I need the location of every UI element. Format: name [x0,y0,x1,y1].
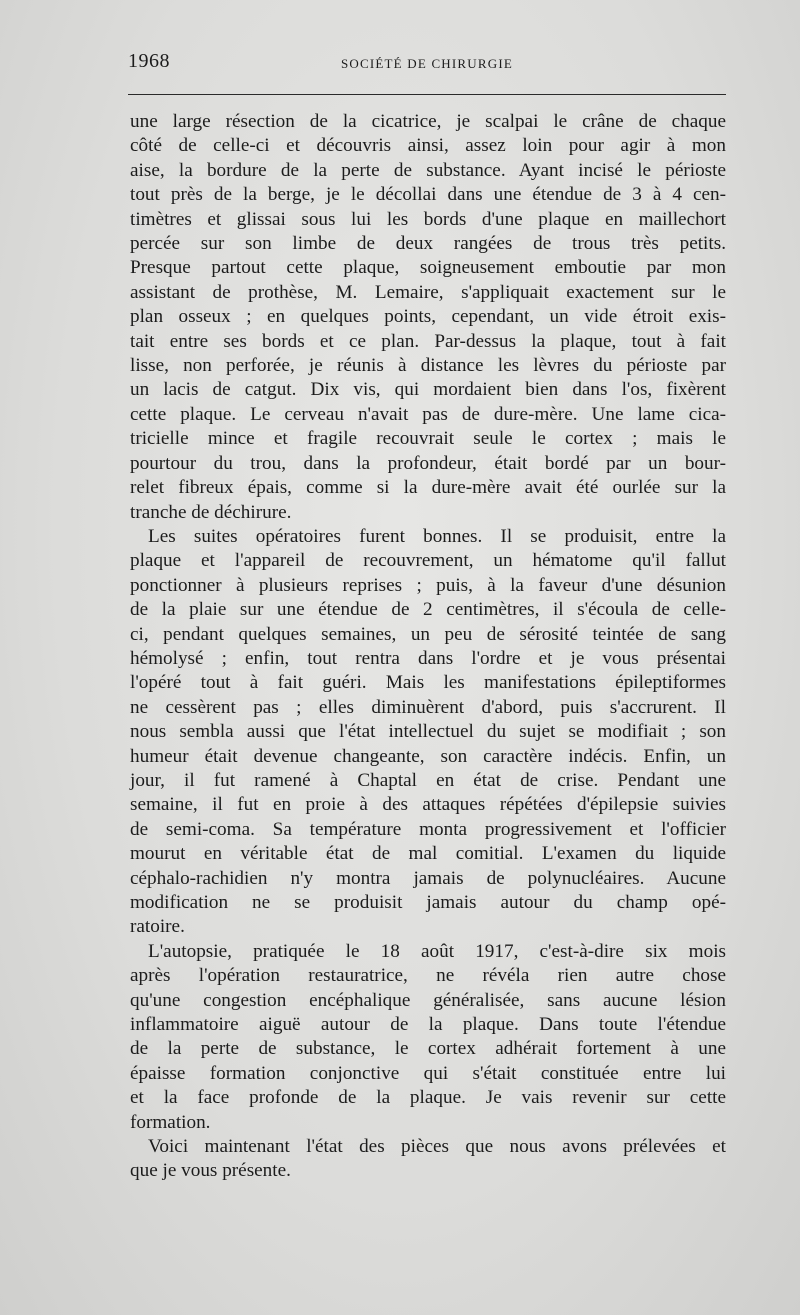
text-line: assistant de prothèse, M. Lemaire, s'appliquait exactement sur le [130,281,726,303]
text-line: ratoire. [130,916,185,938]
text-line: et la face profonde de la plaque. Je vais revenir sur cette [130,1087,726,1109]
text-line: épaisse formation conjonctive qui s'était constituée entre lui [130,1062,726,1084]
text-line: pourtour du trou, dans la profondeur, était bordé par un bour- [130,452,726,474]
text-line: Voici maintenant l'état des pièces que nous avons prélevées et [148,1136,726,1158]
text-line: un lacis de catgut. Dix vis, qui mordaient bien dans l'os, fixèrent [130,379,726,401]
running-head: SOCIÉTÉ DE CHIRURGIE [340,56,514,71]
text-line: après l'opération restauratrice, ne révéla rien autre chose [130,965,726,987]
text-line: hémolysé ; enfin, tout rentra dans l'ordre et je vous présentai [130,647,726,669]
text-line: percée sur son limbe de deux rangées de trous très petits. [130,233,726,255]
text-line: Presque partout cette plaque, soigneusement emboutie par mon [130,257,726,279]
text-line: humeur était devenue changeante, son caractère indécis. Enfin, un [130,745,726,767]
paragraph [130,940,726,1135]
page-number: 1968 [128,50,170,72]
text-line: plan osseux ; en quelques points, cependant, un vide étroit exis- [130,306,726,328]
header-rule [128,94,726,95]
text-line: tricielle mince et fragile recouvrait seule le cortex ; mais le [130,428,726,450]
text-line: qu'une congestion encéphalique généralisée, sans aucune lésion [130,989,726,1011]
text-line: de semi-coma. Sa température monta progressivement et l'officier [130,818,726,840]
text-line: timètres et glissai sous lui les bords d'une plaque en maillechort [130,208,726,230]
text-line: de la plaie sur une étendue de 2 centimètres, il s'écoula de celle- [130,599,726,621]
text-line: relet fibreux épais, comme si la dure-mère avait été ourlée sur la [130,477,726,499]
text-line: cette plaque. Le cerveau n'avait pas de dure-mère. Une lame cica- [130,403,726,425]
text-line: lisse, non perforée, je réunis à distance les lèvres du périoste par [130,355,726,377]
text-line: ponctionner à plusieurs reprises ; puis, à la faveur d'une désunion [130,574,726,596]
text-line: nous sembla aussi que l'état intellectuel du sujet se modifiait ; son [130,721,726,743]
text-line: tait entre ses bords et ce plan. Par-dessus la plaque, tout à fait [130,330,726,352]
paragraph [130,525,726,940]
text-line: plaque et l'appareil de recouvrement, un hématome qu'il fallut [130,550,726,572]
text-line: aise, la bordure de la perte de substance. Ayant incisé le périoste [130,159,726,181]
page-header [128,50,726,78]
text-line: L'autopsie, pratiquée le 18 août 1917, c'est-à-dire six mois [148,940,726,962]
text-line: côté de celle-ci et découvris ainsi, assez loin pour agir à mon [130,135,726,157]
text-line: ci, pendant quelques semaines, un peu de sérosité teintée de sang [130,623,726,645]
text-line: de la perte de substance, le cortex adhérait fortement à une [130,1038,726,1060]
text-line: ne cessèrent pas ; elles diminuèrent d'abord, puis s'accrurent. Il [130,696,726,718]
paragraph [130,1135,726,1184]
text-line: mourut en véritable état de mal comitial. L'examen du liquide [130,843,726,865]
body-text [130,110,726,1184]
text-line: inflammatoire aiguë autour de la plaque. Dans toute l'étendue [130,1014,726,1036]
text-line: une large résection de la cicatrice, je scalpai le crâne de chaque [130,111,726,132]
text-line: Les suites opératoires furent bonnes. Il se produisit, entre la [148,525,726,547]
text-line: jour, il fut ramené à Chaptal en état de crise. Pendant une [130,769,726,791]
text-line: que je vous présente. [130,1160,291,1182]
text-line: modification ne se produisit jamais autour du champ opé- [130,892,726,913]
text-line: tranche de déchirure. [130,501,292,523]
text-line: tout près de la berge, je le décollai dans une étendue de 3 à 4 cen- [130,184,726,206]
text-line: formation. [130,1111,211,1133]
text-line: semaine, il fut en proie à des attaques répétées d'épilepsie suivies [130,794,726,816]
text-line: céphalo-rachidien n'y montra jamais de polynucléaires. Aucune [130,867,726,889]
text-line: l'opéré tout à fait guéri. Mais les manifestations épileptiformes [130,672,726,694]
paragraph [130,110,726,525]
